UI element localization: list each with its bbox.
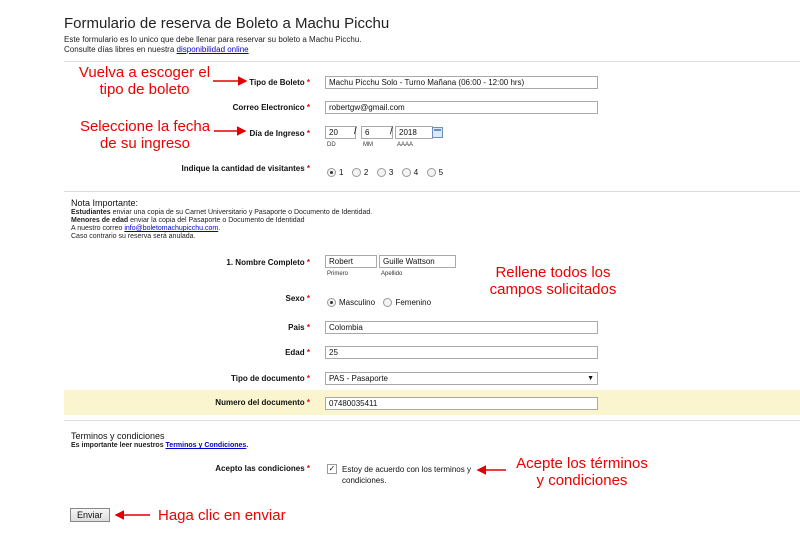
dropdown-arrow-icon: ▼ xyxy=(587,375,594,382)
last-name-hint: Apellido xyxy=(381,271,403,277)
terms-title: Terminos y condiciones xyxy=(71,431,165,441)
document-type-label: Tipo de documento * xyxy=(231,374,310,383)
first-name-hint: Primero xyxy=(327,271,349,277)
first-name-field[interactable]: Robert xyxy=(325,255,377,268)
note-title: Nota Importante: xyxy=(71,198,139,208)
visitors-label: Indique la cantidad de visitantes * xyxy=(181,164,310,173)
day-field[interactable]: 20 xyxy=(325,126,356,139)
sex-label: Sexo * xyxy=(285,294,310,303)
last-name-field[interactable]: Guille Wattson xyxy=(379,255,456,268)
year-field[interactable]: 2018 xyxy=(395,126,433,139)
intro-text: Este formulario es lo unico que debe llenar para reservar su boleto a Machu Picchu. Consulte días libres en nuestra disponibilidad online xyxy=(64,35,362,54)
accept-text: Estoy de acuerdo con los terminos y condiciones. xyxy=(342,465,471,485)
terms-note: Es importante leer nuestros Terminos y Condiciones. xyxy=(71,442,249,449)
availability-link[interactable]: disponibilidad online xyxy=(176,45,249,54)
email-field[interactable]: robertgw@gmail.com xyxy=(325,101,598,114)
annotation-entry-date: Seleccione la fecha de su ingreso xyxy=(79,118,211,152)
full-name-label: 1. Nombre Completo * xyxy=(226,258,310,267)
note-body: Estudiantes enviar una copia de su Carnet Universitario y Pasaporte o Documento de Identidad. Menores de edad enviar la copia del Pasaporte o Documento de Identidad A nuestro correo info@boletomachupicchu.com. Caso contrario su reserva será anulada. xyxy=(71,209,373,240)
annotation-ticket-type: Vuelva a escoger el tipo de boleto xyxy=(78,64,211,98)
document-type-select[interactable]: PAS - Pasaporte ▼ xyxy=(325,372,598,385)
sex-radio-group: Masculino Femenino xyxy=(327,294,435,312)
date-separator: / xyxy=(390,126,393,137)
terms-link[interactable]: Terminos y Condiciones xyxy=(165,442,247,449)
aaaa-hint: AAAA xyxy=(397,142,414,148)
document-number-label: Numero del documento * xyxy=(215,398,310,407)
annotation-submit: Haga clic en enviar xyxy=(158,507,286,524)
document-number-field[interactable]: 07480035411 xyxy=(325,397,598,410)
country-label: Pais * xyxy=(288,323,310,332)
submit-button[interactable]: Enviar xyxy=(70,508,110,522)
annotation-fill-fields: Rellene todos los campos solicitados xyxy=(489,264,617,298)
month-field[interactable]: 6 xyxy=(361,126,393,139)
entry-date-label: Día de Ingreso * xyxy=(249,129,310,138)
visitors-radio-group: 1 2 3 4 5 xyxy=(327,164,447,182)
page-title: Formulario de reserva de Boleto a Machu Picchu xyxy=(64,15,390,32)
accept-label: Acepto las condiciones * xyxy=(215,464,310,473)
annotation-accept-terms: Acepte los términos y condiciones xyxy=(516,455,648,489)
ticket-type-label: Tipo de Boleto * xyxy=(249,78,310,87)
email-link[interactable]: info@boletomachupicchu.com xyxy=(124,225,219,232)
country-field[interactable]: Colombia xyxy=(325,321,598,334)
accept-checkbox[interactable]: ✓ xyxy=(328,464,336,473)
email-label: Correo Electronico * xyxy=(232,103,310,112)
dd-hint: DD xyxy=(327,142,336,148)
age-field[interactable]: 25 xyxy=(325,346,598,359)
age-label: Edad * xyxy=(285,348,310,357)
date-separator: / xyxy=(354,126,357,137)
ticket-type-select[interactable]: Machu Picchu Solo - Turno Mañana (06:00 - 12:00 hrs) xyxy=(325,76,598,89)
mm-hint: MM xyxy=(363,142,373,148)
